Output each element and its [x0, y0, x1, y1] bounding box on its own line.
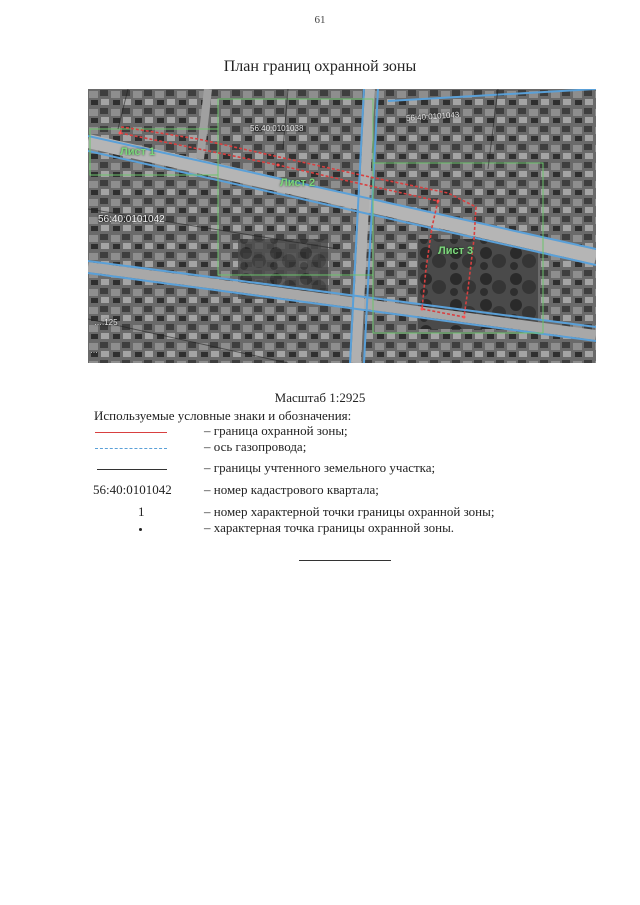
legend-text: – ось газопровода; [204, 439, 307, 454]
legend-item-pipeline-axis [0, 439, 640, 457]
page-title: План границ охранной зоны [223, 58, 417, 75]
sheet-3-label: Лист 3 [438, 245, 474, 257]
map-scale: Масштаб 1:2925 [274, 390, 366, 405]
sheet-2-label: Лист 2 [280, 177, 316, 189]
legend-text: – номер кадастрового квартала; [204, 482, 379, 497]
legend-symbol-cadastral [93, 482, 183, 500]
end-rule [299, 560, 391, 561]
sheet-1-label: Лист 1 [120, 146, 156, 158]
map-canvas [88, 89, 596, 363]
legend-text: – номер характерной точки границы охранной зоны; [204, 504, 495, 519]
cadastral-label-left-bottom: …:125 [94, 318, 118, 327]
legend-symbol-blue-dashed-line [93, 439, 183, 457]
cadastral-label-top: 56:40:0101038 [250, 124, 304, 133]
page-number: 61 [314, 14, 326, 26]
legend-item-land-parcel [0, 460, 640, 478]
cadastral-label-main: 56:40:0101042 [98, 214, 165, 225]
legend-heading: Используемые условные знаки и обозначения: [94, 408, 352, 423]
legend-symbol-dot [93, 520, 183, 538]
cadastral-label-top-right: 56:40:0101043 [405, 110, 460, 123]
legend-symbol-text: 1 [138, 504, 145, 519]
legend-symbol-text: 56:40:0101042 [93, 482, 172, 497]
point-label: … [90, 346, 98, 355]
aerial-map [88, 89, 596, 363]
legend-text: – границы учтенного земельного участка; [204, 460, 436, 475]
legend-text: – граница охранной зоны; [204, 423, 348, 438]
legend-symbol-black-line [93, 460, 183, 478]
legend-text: – характерная точка границы охранной зоны. [204, 520, 455, 535]
legend-item-point [0, 520, 640, 538]
legend-item-cadastral-number [0, 482, 640, 500]
